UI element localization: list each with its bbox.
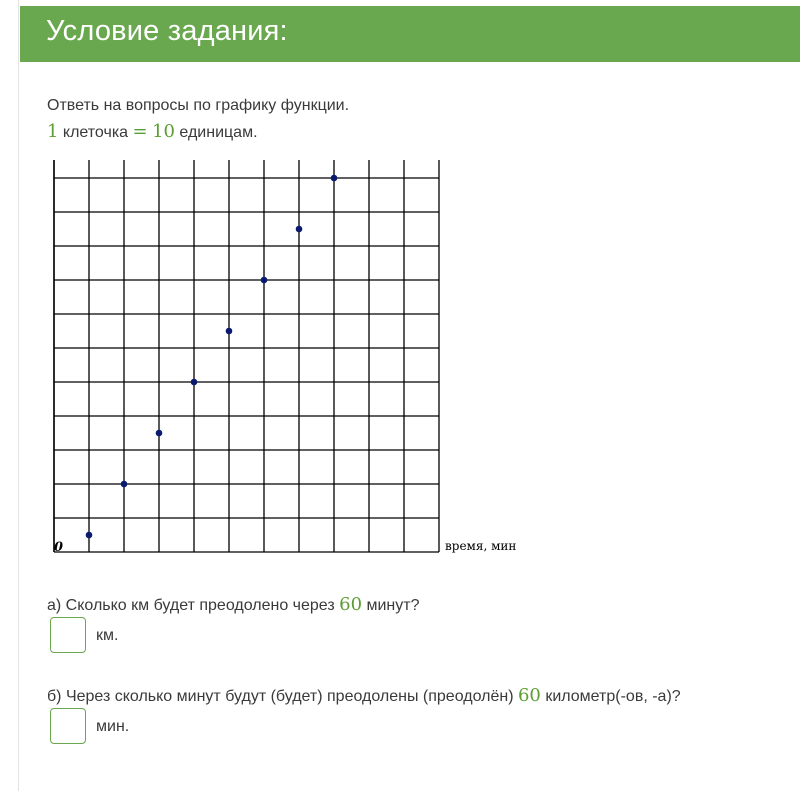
header-title: Условие задания: — [46, 15, 288, 47]
task-header — [20, 6, 800, 62]
question-b-prefix: б) Через сколько минут будут (будет) преодолены (преодолён) — [47, 688, 518, 705]
cell-count: 1 — [47, 121, 59, 142]
page-left-border — [18, 0, 19, 791]
answer-a-unit: км. — [96, 627, 119, 644]
data-point — [121, 481, 128, 488]
answer-b-input[interactable] — [50, 708, 86, 744]
x-axis-label: время, мин — [445, 539, 517, 553]
answer-b-unit: мин. — [96, 718, 130, 735]
distance-time-chart — [30, 160, 530, 560]
intro-line-2 — [47, 119, 349, 146]
data-point — [261, 277, 268, 284]
intro-line-1: Ответь на вопросы по графику функции. — [47, 97, 350, 114]
data-point — [226, 328, 233, 335]
data-point — [331, 175, 338, 182]
data-point — [156, 430, 163, 437]
question-b — [47, 685, 681, 706]
equals-sign: = — [132, 121, 148, 142]
cell-text: клеточка — [58, 124, 133, 141]
cell-units-text: единицам. — [174, 124, 258, 141]
task-intro — [47, 93, 349, 146]
data-point — [86, 532, 93, 539]
question-b-value: 60 — [517, 685, 541, 706]
data-point — [296, 226, 303, 233]
question-b-suffix: километр(-ов, -а)? — [540, 688, 681, 705]
question-a-value: 60 — [339, 594, 363, 615]
origin-label: 0 — [54, 540, 64, 555]
question-a-prefix: а) Сколько км будет преодолено через — [47, 597, 340, 614]
question-a-suffix: минут? — [362, 597, 420, 614]
answer-a-input[interactable] — [50, 617, 86, 653]
question-a — [47, 594, 419, 615]
data-point — [191, 379, 198, 386]
cell-value: 10 — [152, 121, 175, 142]
